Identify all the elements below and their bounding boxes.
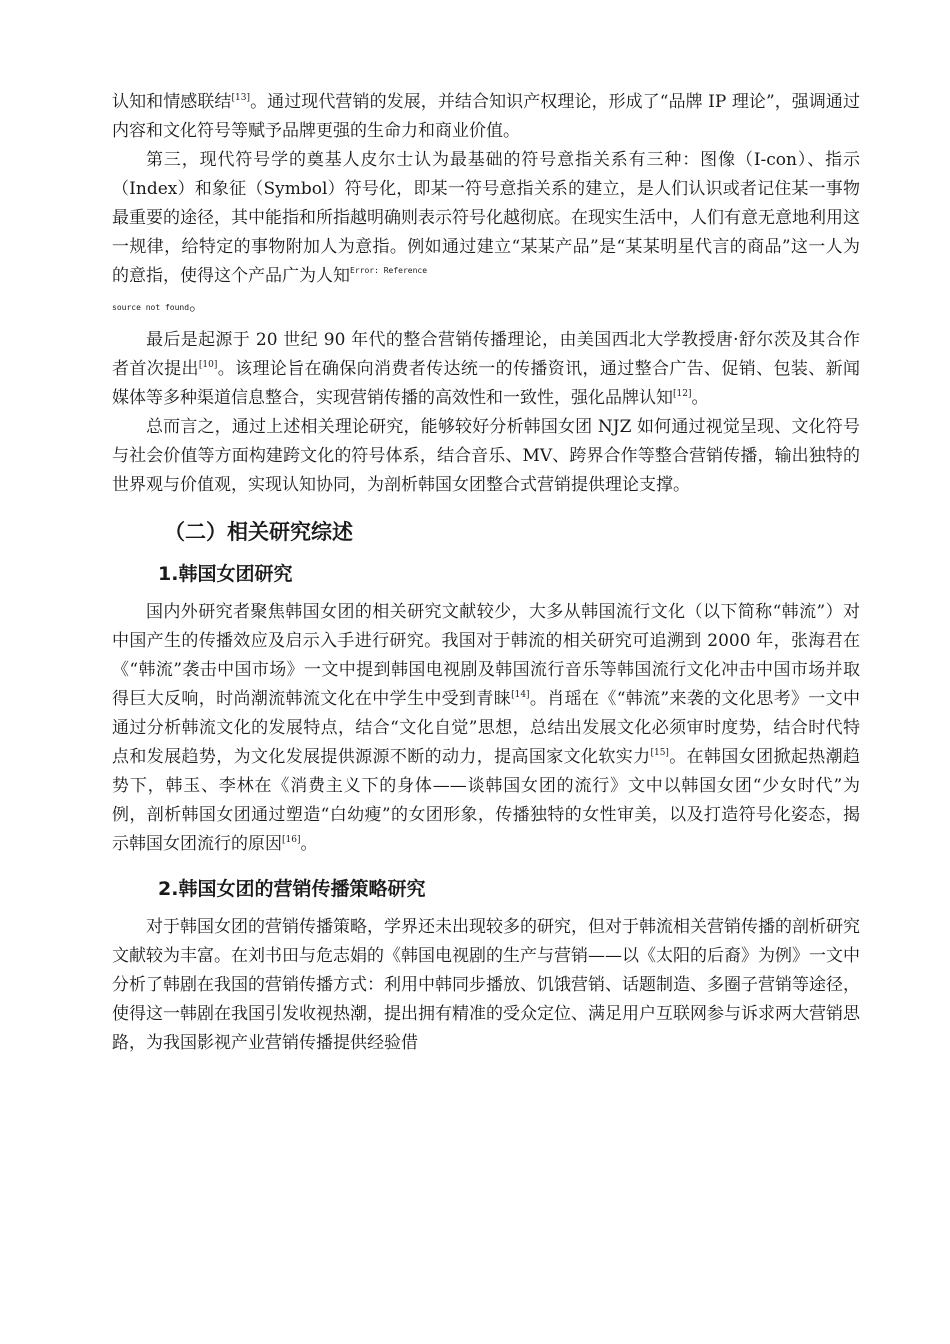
- text-run: 。: [300, 834, 318, 854]
- text-run: 。: [691, 388, 709, 408]
- text-run: 。通过现代营销的发展，并结合知识产权理论，形成了“品牌 IP 理论”，强调通过内容和文化符号等赋予品牌更强的生命力和商业价值。: [112, 92, 861, 141]
- citation-ref: [13]: [231, 93, 250, 103]
- text-run: 对于韩国女团的营销传播策略，学界还未出现较多的研究，但对于韩流相关营销传播的剖析研究文献较为丰富。在刘书田与危志娟的《韩国电视剧的生产与营销——以《太阳的后裔》为例》一文中分析了韩剧在我国的营销传播方式：利用中韩同步播放、饥饿营销、话题制造、多圈子营销等途径，使得这一韩剧在我国引发收视热潮，提出拥有精准的受众定位、满足用户互联网参与诉求两大营销思路，为我国影视产业营销传播提供经验借: [112, 917, 860, 1053]
- citation-ref: [14]: [511, 690, 530, 700]
- text-run: 国内外研究者聚焦韩国女团的相关研究文献较少，大多从韩国流行文化（以下简称“韩流”）对中国产生的传播效应及启示入手进行研究。我国对于韩流的相关研究可追溯到 2000 年，张海君在《“韩流”袭击中国市场》一文中提到韩国电视剧及韩国流行音乐等韩国流行文化冲击中国市场并取得巨大反响，时尚潮流韩流文化在中学生中受到青睐: [112, 602, 860, 709]
- subsection-heading-2: 2.韩国女团的营销传播策略研究: [158, 878, 426, 900]
- citation-ref: [10]: [198, 360, 218, 370]
- citation-ref: [15]: [650, 748, 669, 758]
- citation-ref: [12]: [673, 389, 692, 399]
- text-run: 。在韩国女团掀起热潮趋势下，韩玉、李林在《消费主义下的身体——谈韩国女团的流行》文中以韩国女团“少女时代”为例，剖析韩国女团通过塑造“白幼瘦”的女团形象，传播独特的女性审美，以及打造符号化姿态，揭示韩国女团流行的原因: [112, 747, 861, 854]
- paragraph-marketing-strategy: [112, 913, 860, 1058]
- paragraph-summary: [112, 413, 860, 500]
- text-run: 认知和情感联结: [112, 92, 232, 112]
- reference-error-cont: source not found: [112, 303, 190, 312]
- text-run: 。肖瑶在《“韩流”来袭的文化思考》一文中通过分析韩流文化的发展特点，结合“文化自觉”思想，总结出发展文化必须审时度势，结合时代特点和发展趋势，为文化发展提供源源不断的动力，提高国家文化软实力: [112, 689, 860, 767]
- paragraph-ip-theory: [112, 88, 860, 146]
- text-run: 第三，现代符号学的奠基人皮尔士认为最基础的符号意指关系有三种：图像（I-con）、指示（Index）和象征（Symbol）符号化，即某一符号意指关系的建立，是人们认识或者记住某一事物最重要的途径，其中能指和所指越明确则表示符号化越彻底。在现实生活中，人们有意无意地利用这一规律，给特定的事物附加人为意指。例如通过建立“某某产品”是“某某明星代言的商品”这一人为的意指，使得这个产品广为人知: [112, 150, 860, 286]
- reference-error: Error: Reference: [350, 266, 428, 275]
- paragraph-semiotics: [112, 146, 860, 320]
- paragraph-imc-theory: [112, 326, 860, 413]
- text-run: 。: [189, 295, 207, 315]
- text-run: 最后是起源于 20 世纪 90 年代的整合营销传播理论，由美国西北大学教授唐·舒尔茨及其合作者首次提出: [112, 330, 860, 379]
- paragraph-girl-group-research: [112, 598, 860, 859]
- subsection-heading-1: 1.韩国女团研究: [158, 563, 293, 585]
- text-run: 。该理论旨在确保向消费者传达统一的传播资讯，通过整合广告、促销、包装、新闻媒体等多种渠道信息整合，实现营销传播的高效性和一致性，强化品牌认知: [112, 359, 861, 408]
- citation-ref: [16]: [282, 835, 301, 845]
- section-heading: （二）相关研究综述: [164, 520, 353, 544]
- text-run: 总而言之，通过上述相关理论研究，能够较好分析韩国女团 NJZ 如何通过视觉呈现、文化符号与社会价值等方面构建跨文化的符号体系，结合音乐、MV、跨界合作等整合营销传播，输出独特的世界观与价值观，实现认知协同，为剖析韩国女团整合式营销提供理论支撑。: [112, 417, 860, 495]
